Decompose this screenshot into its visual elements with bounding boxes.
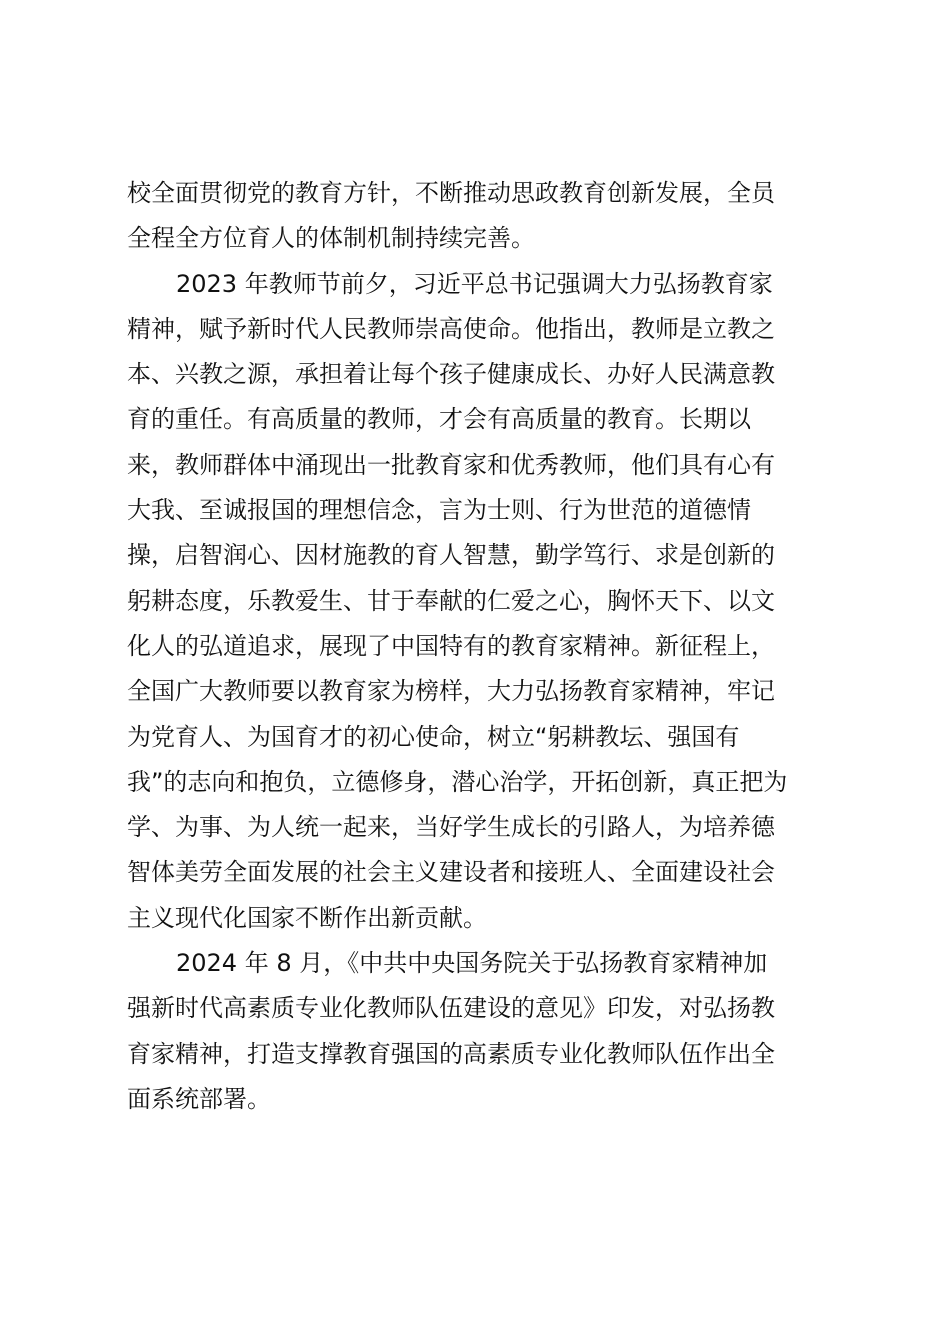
text-line: 来，教师群体中涌现出一批教育家和优秀教师，他们具有心有: [127, 450, 775, 479]
text-line: 化人的弘道追求，展现了中国特有的教育家精神。新征程上，: [127, 631, 775, 660]
text-line: 为党育人、为国育才的初心使命，树立“躬耕教坛、强国有: [127, 722, 740, 751]
text-line: 育的重任。有高质量的教师，才会有高质量的教育。长期以: [127, 405, 751, 434]
paragraph-2: [127, 262, 827, 941]
text-line: 育家精神，打造支撑教育强国的高素质专业化教师队伍作出全: [127, 1039, 775, 1068]
text-line: 精神，赋予新时代人民教师崇高使命。他指出，教师是立教之: [127, 314, 775, 343]
document-body: [127, 171, 827, 1122]
text-line: 强新时代高素质专业化教师队伍建设的意见》印发，对弘扬教: [127, 994, 775, 1023]
text-line: 主义现代化国家不断作出新贡献。: [127, 903, 487, 932]
text-line: 校全面贯彻党的教育方针，不断推动思政教育创新发展，全员: [127, 179, 775, 207]
text-line: 大我、至诚报国的理想信念，言为士则、行为世范的道德情: [127, 496, 751, 525]
paragraph-3: [127, 941, 827, 1122]
text-line: 智体美劳全面发展的社会主义建设者和接班人、全面建设社会: [127, 858, 775, 887]
text-line: 2024 年 8 月，《中共中央国务院关于弘扬教育家精神加: [176, 949, 768, 978]
text-line: 本、兴教之源，承担着让每个孩子健康成长、办好人民满意教: [127, 360, 775, 389]
text-line: 操，启智润心、因材施教的育人智慧，勤学笃行、求是创新的: [127, 541, 775, 570]
text-line: 2023 年教师节前夕，习近平总书记强调大力弘扬教育家: [176, 269, 773, 298]
paragraph-1: [127, 171, 827, 262]
text-line: 面系统部署。: [127, 1084, 271, 1113]
text-line: 全程全方位育人的体制机制持续完善。: [127, 224, 535, 253]
text-line: 躬耕态度，乐教爱生、甘于奉献的仁爱之心，胸怀天下、以文: [127, 586, 775, 615]
text-line: 我”的志向和抱负，立德修身，潜心治学，开拓创新，真正把为: [127, 767, 788, 796]
text-line: 学、为事、为人统一起来，当好学生成长的引路人，为培养德: [127, 813, 775, 842]
text-line: 全国广大教师要以教育家为榜样，大力弘扬教育家精神，牢记: [127, 677, 775, 706]
